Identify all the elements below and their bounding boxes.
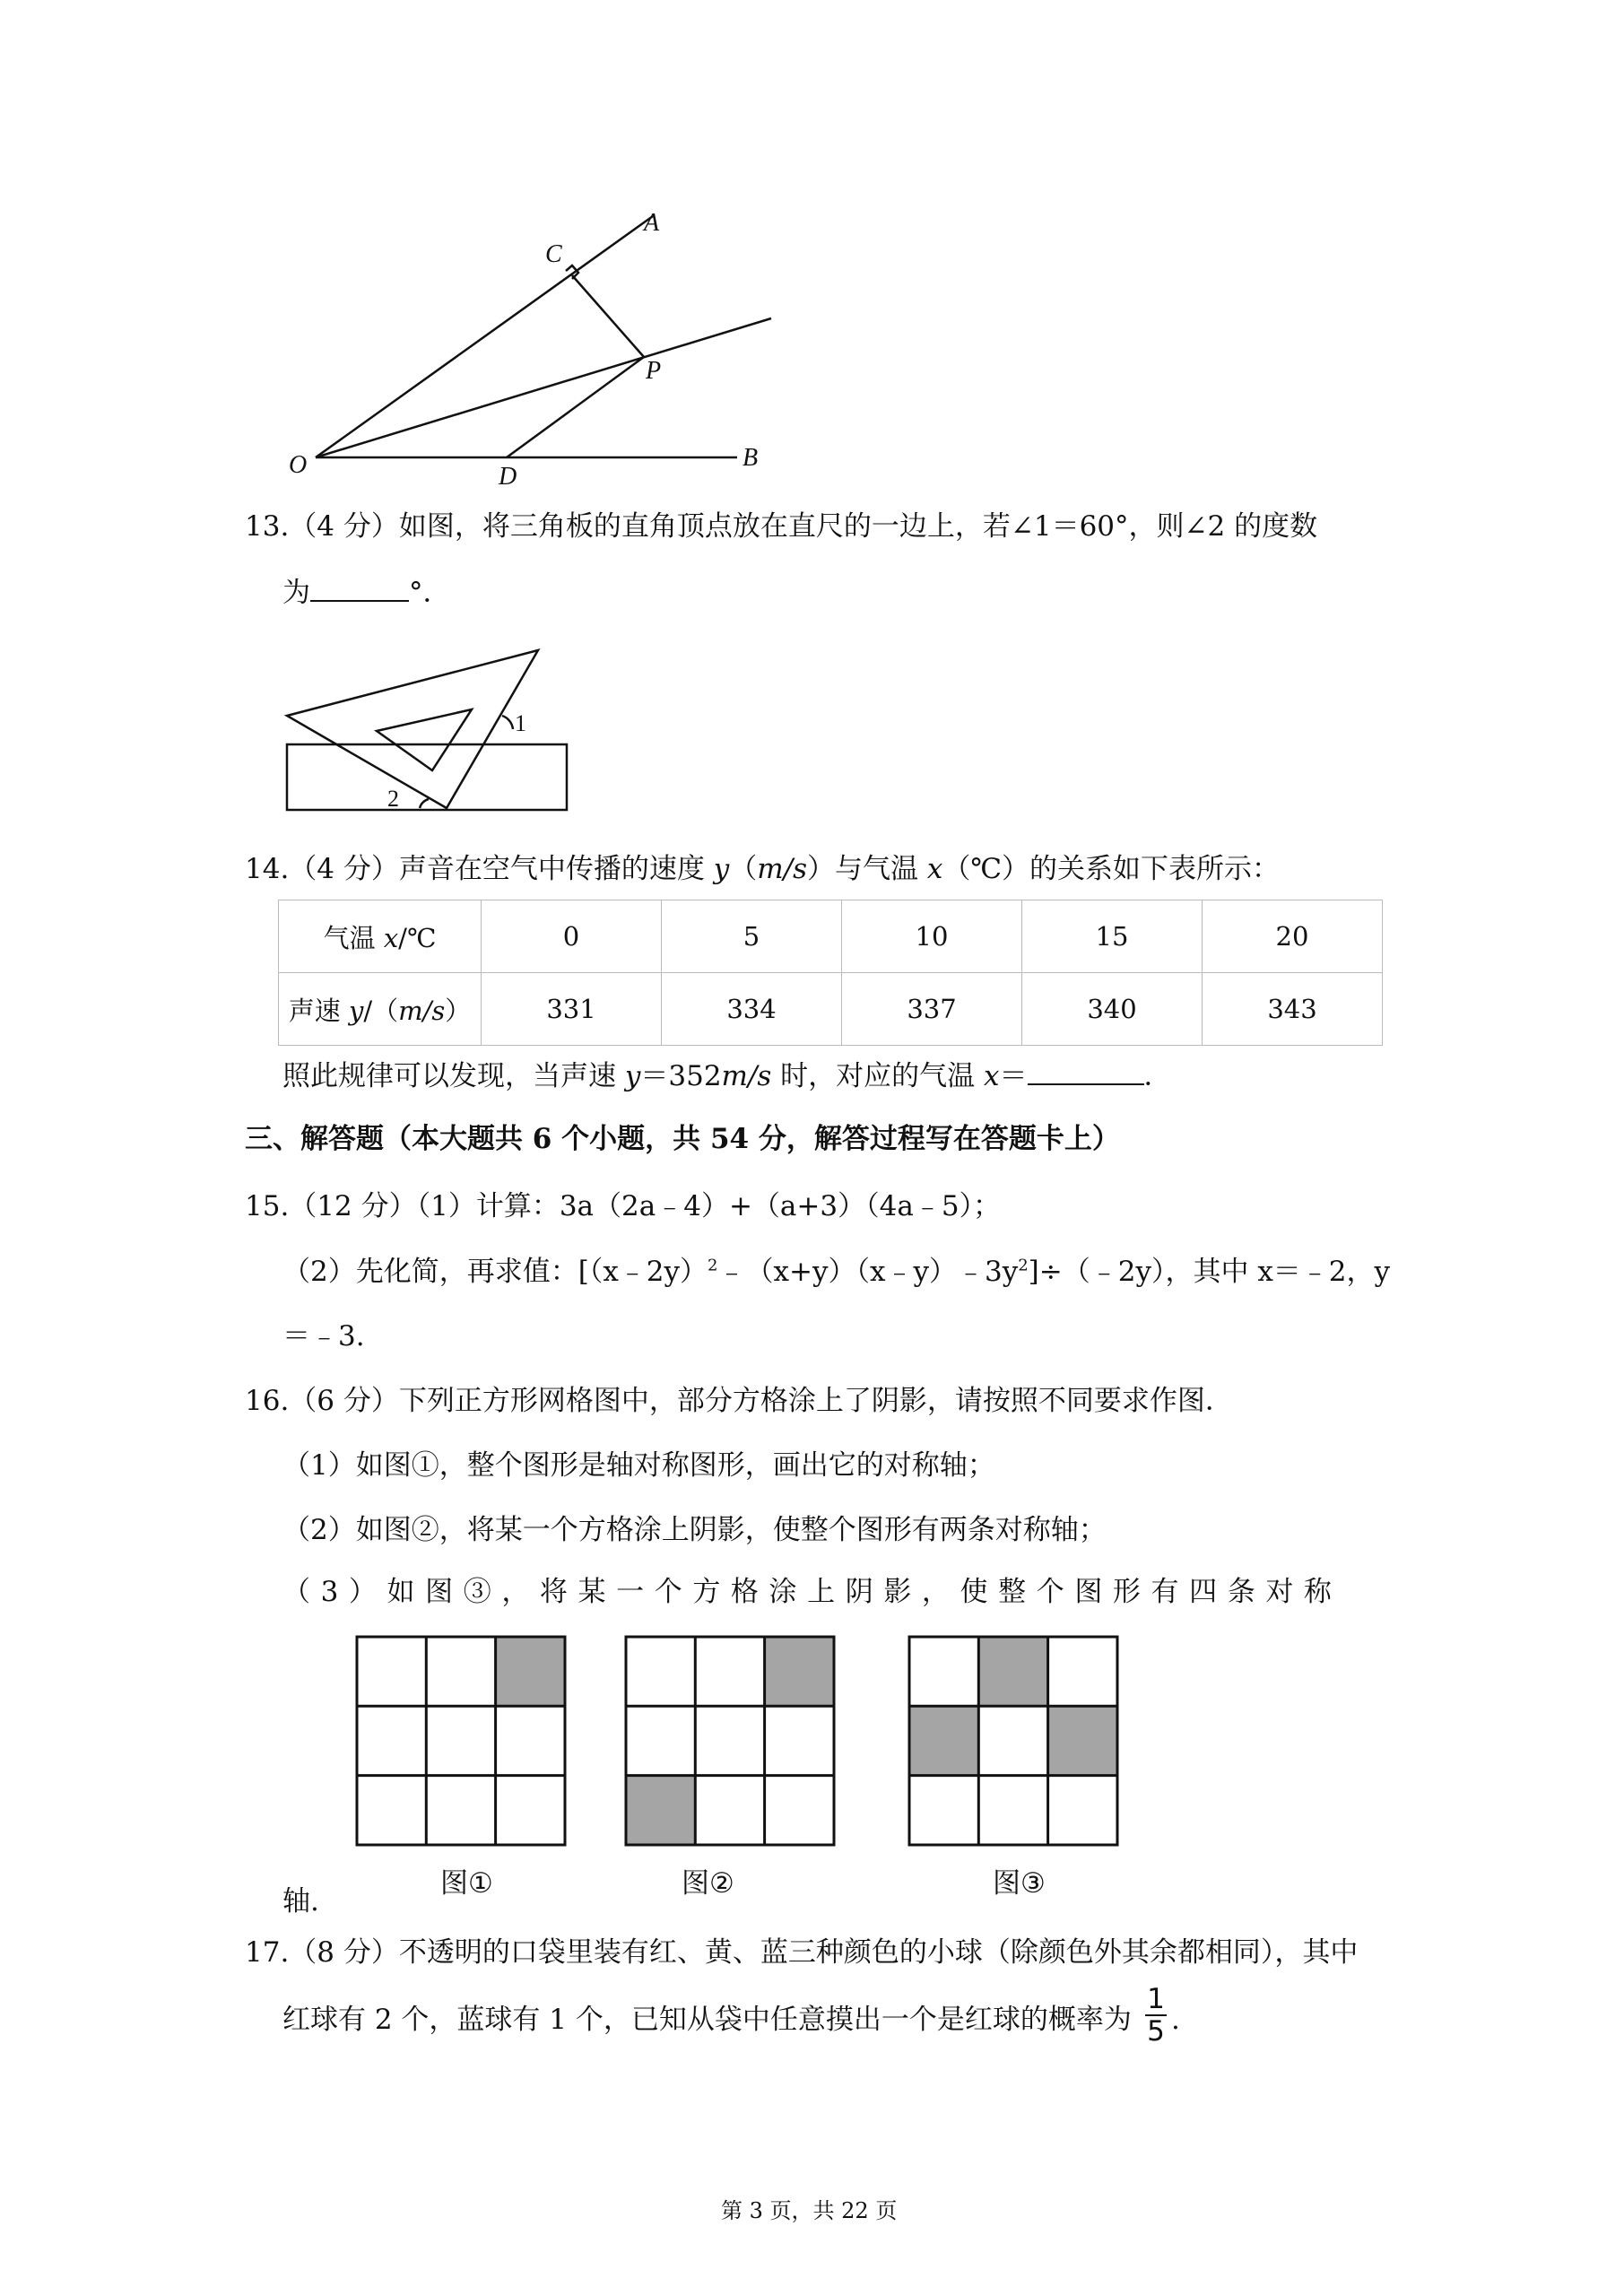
q15-line1: 15.（12 分）（1）计算：3a（2a﹣4）+（a+3）（4a﹣5）； <box>245 1190 1002 1222</box>
table-cell: 15 <box>1022 900 1203 973</box>
angle-label-1: 1 <box>515 710 526 736</box>
table-cell: 20 <box>1203 900 1383 973</box>
table-row <box>279 900 1383 973</box>
table-cell: 0 <box>482 900 662 973</box>
shaded-cell <box>909 1706 978 1776</box>
q13-line1: 13.（4 分）如图，将三角板的直角顶点放在直尺的一边上，若∠1＝60°，则∠2 的度数 <box>245 510 1318 543</box>
section-3-heading: 三、解答题（本大题共 6 个小题，共 54 分，解答过程写在答题卡上） <box>245 1123 1120 1155</box>
q14-line1 <box>245 851 1280 887</box>
label-c: C <box>545 240 562 268</box>
q13-answer-blank[interactable] <box>310 575 409 602</box>
label-o: O <box>289 451 308 479</box>
q16-part3-end: 轴. <box>282 1885 319 1918</box>
table-cell: 10 <box>842 900 1022 973</box>
label-d: D <box>499 463 517 491</box>
caption-figure-3: 图③ <box>993 1867 1046 1900</box>
angle-bisector-figure <box>269 202 789 498</box>
q16-part3: （3）如图③，将某一个方格涂上阴影，使整个图形有四条对称 <box>282 1576 1342 1608</box>
q16-line1: 16.（6 分）下列正方形网格图中，部分方格涂上了阴影，请按照不同要求作图． <box>245 1385 1233 1417</box>
q16-part1: （1）如图①，整个图形是轴对称图形，画出它的对称轴； <box>282 1449 995 1482</box>
shaded-cell <box>765 1637 834 1706</box>
q17-line2: 红球有 2 个，蓝球有 1 个，已知从袋中任意摸出一个是红球的概率为 <box>282 2004 1132 2036</box>
q14-after-line: 照此规律可以发现，当声速 y＝352m/s 时，对应的气温 x＝ ． <box>282 1060 1172 1092</box>
label-p: P <box>646 357 662 385</box>
page-footer: 第 3 页，共 22 页 <box>721 2198 898 2223</box>
grid-figure-1[interactable] <box>355 1635 567 1847</box>
caption-figure-2: 图② <box>682 1867 734 1900</box>
row-header-temperature: 气温 x/℃ <box>279 900 482 973</box>
q13-line2-pre: 为 <box>282 577 310 609</box>
table-cell: 337 <box>842 973 1022 1046</box>
table-cell: 334 <box>662 973 842 1046</box>
table-row <box>279 973 1383 1046</box>
shaded-cell <box>1048 1706 1117 1776</box>
q14-var-x: x <box>926 853 943 885</box>
row-header-speed: 声速 y/（m/s） <box>279 973 482 1046</box>
q14-text-a: 14.（4 分）声音在空气中传播的速度 <box>245 853 714 885</box>
shaded-cell <box>978 1637 1048 1706</box>
q17-line1: 17.（8 分）不透明的口袋里装有红、黄、蓝三种颜色的小球（除颜色外其余都相同），其中 <box>245 1936 1359 1969</box>
q14-answer-blank[interactable] <box>1028 1058 1144 1085</box>
q13-line2 <box>282 575 451 611</box>
q14-var-y: y <box>713 853 730 885</box>
angle-label-2: 2 <box>387 786 399 812</box>
probability-fraction <box>1145 1983 1167 2048</box>
table-cell: 340 <box>1022 973 1203 1046</box>
q17-line2-end: . <box>1171 2004 1180 2036</box>
table-cell: 331 <box>482 973 662 1046</box>
q13-line2-post: °． <box>409 577 451 609</box>
q15-line2: （2）先化简，再求值：$[(x﹣2y)^2﹣(x+y)(x﹣y)﹣3y^2]\div(﹣2y)$，其中 x＝﹣2，y <box>282 1256 1391 1288</box>
fraction-numerator: 1 <box>1147 1983 1165 2015</box>
label-b: B <box>743 444 759 472</box>
shaded-cell <box>626 1776 695 1845</box>
q15-line3: ＝﹣3. <box>282 1320 365 1352</box>
sound-speed-table <box>278 900 1383 1046</box>
grid-figure-2[interactable] <box>624 1635 836 1847</box>
q16-part2: （2）如图②，将某一个方格涂上阴影，使整个图形有两条对称轴； <box>282 1514 1107 1546</box>
table-cell: 343 <box>1203 973 1383 1046</box>
grid-figure-3[interactable] <box>908 1635 1119 1847</box>
caption-figure-1: 图① <box>440 1867 493 1900</box>
shaded-cell <box>496 1637 565 1706</box>
set-square-ruler-figure <box>278 641 574 816</box>
table-cell: 5 <box>662 900 842 973</box>
fraction-denominator: 5 <box>1147 2015 1165 2048</box>
q14-text-b: （ <box>729 853 758 885</box>
q14-unit: m/s <box>757 853 807 885</box>
q14-text-c: ）与气温 <box>807 853 927 885</box>
q14-text-d: （℃）的关系如下表所示： <box>942 853 1281 885</box>
label-a: A <box>644 209 660 237</box>
